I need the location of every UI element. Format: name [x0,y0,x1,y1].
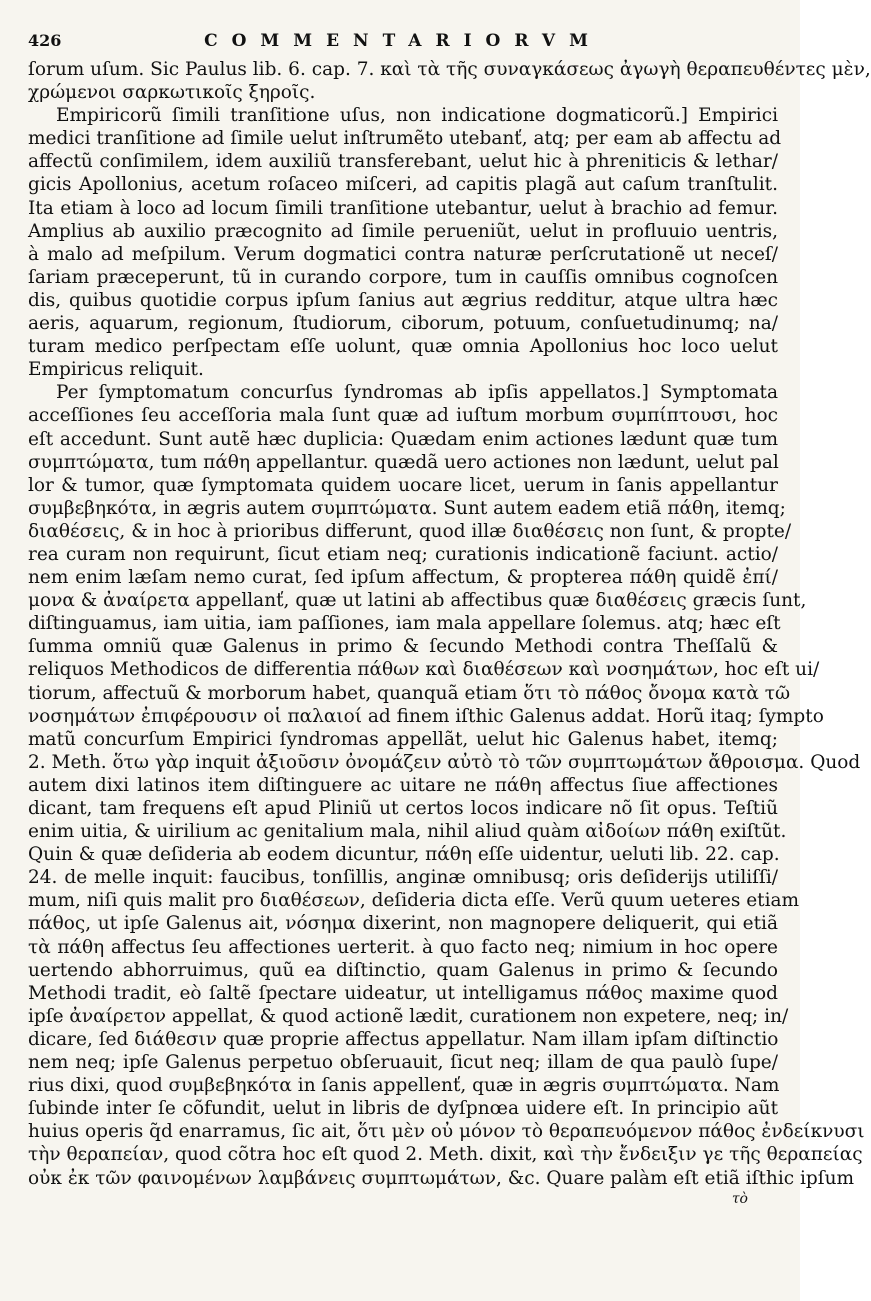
running-head [28,26,778,56]
text-line: συμπτώματα, tum πάθη appellantur. quædã uero actiones non lædunt, uelut pal [28,451,779,473]
running-title: COMMENTARIORVM [204,31,602,51]
text-line: diſtinguamus, iam uitia, iam paſſiones, iam mala appellare ſolemus. atq; hæc eſt [28,613,781,635]
text-line: συμβεβηκότα, in ægris autem συμπτώματα. Sunt autem eadem etiã πάθη, itemq; [28,497,786,519]
text-line: Quin & quæ deſideria ab eodem dicuntur, πάθη eſſe uidentur, ueluti lib. 22. cap. [28,844,780,866]
text-line: lor & tumor, quæ ſymptomata quidem uocare licet, uerum in ſanis appellantur [28,474,778,496]
text-line: medici tranſitione ad ſimile uelut inſtrumẽto utebanť, atq; per eam ab affectu ad [28,128,782,150]
text-line: Ita etiam à loco ad locum ſimili tranſitione utebantur, uelut à brachio ad femur. [28,197,778,219]
text-line: ſorum uſum. Sic Paulus lib. 6. cap. 7. καὶ τὰ τῆς συναγκάσεως ἀγωγὴ θεραπευθέντες μὲν, [28,59,871,80]
text-line: Per ſymptomatum concurſus ſyndromas ab ipſis appellatos.] Symptomata [56,382,778,404]
text-line: uertendo abhorruimus, quũ ea diſtinctio, quam Galenus in primo & ſecundo [28,959,778,981]
text-line: 2. Meth. ὅτω γὰρ inquit ἀξιοῦσιν ὀνομάζειν αὐτὸ τὸ τῶν συμπτωμάτων ἄθροισμα. Quod [28,751,861,773]
text-line: τὰ πάθη affectus ſeu affectiones uerterit. à quo facto neq; nimium in hoc opere [28,936,778,958]
text-line: mum, niſi quis malit pro διαθέσεων, deſideria dicta eſſe. Verũ quum ueteres etiam [28,890,800,912]
text-line: tiorum, affectuũ & morborum habet, quanquã etiam ὅτι τὸ πάθος ὄνομα κατὰ τῶ [28,682,791,704]
text-line: ſubinde inter ſe cõfundit, uelut in libris de dyſpnœa uidere eſt. In principio aũt [28,1098,778,1120]
text-line: Empiricus reliquit. [28,359,204,381]
text-block [28,58,871,1190]
text-line: reliquos Methodicos de differentia πάθων καὶ διαθέσεων καὶ νοσημάτων, hoc eſt ui/ [28,659,820,681]
text-line: διαθέσεις, & in hoc à prioribus differunt, quod illæ διαθέσεις non ſunt, & propte/ [28,520,792,542]
text-line: aeris, aquarum, regionum, ſtudiorum, ciborum, potuum, conſuetudinumq; na/ [28,313,778,335]
text-line: nem enim læſam nemo curat, ſed ipſum affectum, & propterea πάθη quidẽ ἐπί/ [28,567,778,589]
text-line: Amplius ab auxilio præcognito ad ſimile perueniũt, uelut in profluuio uentris, [28,220,778,242]
text-line: dis, quibus quotidie corpus ipſum ſanius aut ægrius redditur, atque ultra hæc [28,289,778,311]
text-line: rius dixi, quod συμβεβηκότα in ſanis appellenť, quæ in ægris συμπτώματα. Nam [28,1075,780,1097]
text-line: nem neq; ipſe Galenus perpetuo obſeruauit, ſicut neq; illam de qua paulò ſupe/ [28,1052,778,1074]
text-line: affectũ conſimilem, idem auxiliũ transferebant, uelut hic à phreniticis & lethar/ [28,151,778,173]
page-number: 426 [28,31,62,50]
text-line: à malo ad meſpilum. Verum dogmatici contra naturæ perſcrutationẽ ut neceſ/ [28,243,778,265]
text-line: πάθος, ut ipſe Galenus ait, νόσημα dixerint, non magnopere deliquerit, qui etiã [28,913,778,935]
text-line: ſumma omniũ quæ Galenus in primo & ſecundo Methodi contra Theſſalũ & [28,636,778,658]
catchword: τὸ [731,1190,748,1207]
text-line: χρώμενοι σαρκωτικοῖς ξηροῖς. [28,82,316,104]
text-line: gicis Apollonius, acetum roſaceo miſceri, ad capitis plagã aut caſum tranſtulit. [28,174,778,196]
text-line: ipſe ἀναίρετον appellat, & quod actionẽ lædit, curationem non expetere, neq; in/ [28,1005,789,1027]
text-line: dicant, tam frequens eſt apud Pliniũ ut certos locos indicare nõ ſit opus. Teſtiũ [28,798,778,819]
text-line: ſariam præceperunt, tũ in curando corpore, tum in cauſſis omnibus cognoſcen [28,266,778,288]
text-line: τὴν θεραπείαν, quod cõtra hoc eſt quod 2. Meth. dixit, καὶ τὴν ἔνδειξιν γε τῆς θεραπείας [28,1144,863,1166]
text-line: dicare, ſed διάθεσιν quæ proprie affectus appellatur. Nam illam ipſam diſtinctio [28,1028,779,1050]
text-line: rea curam non requirunt, ſicut etiam neq; curationis indicationẽ faciunt. actio/ [28,543,778,565]
text-line: οὐκ ἐκ τῶν φαινομένων λαμβάνεις συμπτωμάτων, &c. Quare palàm eſt etiã iſthic ipſum [28,1167,855,1189]
text-line: turam medico perſpectam eſſe uolunt, quæ omnia Apollonius hoc loco uelut [28,336,778,358]
text-line: enim uitia, & uirilium ac genitalium mala, nihil aliud quàm αἰδοίων πάθη exiſtũt. [28,821,787,843]
text-line: acceſſiones ſeu acceſſoria mala ſunt quæ ad iuſtum morbum συμπίπτουσι, hoc [28,405,778,427]
text-line: 24. de melle inquit: faucibus, tonſillis, anginæ omnibusq; oris deſiderijs utiliſſi/ [28,867,778,889]
text-line: autem dixi latinos item diſtinguere ac uitare ne πάθη affectus ſiue affectiones [28,774,778,796]
text-line: eſt accedunt. Sunt autẽ hæc duplicia: Quædam enim actiones lædunt quæ tum [28,428,778,450]
text-line: νοσημάτων ἐπιφέρουσιν οἱ παλαιοί ad finem iſthic Galenus addat. Horũ itaq; ſympto [28,705,824,727]
text-line: Methodi tradit, eò ſaltẽ ſpectare uideatur, ut intelligamus πάθος maxime quod [28,982,778,1004]
text-line: μονα & ἀναίρετα appellanť, quæ ut latini ab affectibus quæ διαθέσεις græcis ſunt, [28,590,807,612]
text-line: huius operis q̃d enarramus, ſic ait, ὅτι μὲν οὐ μόνον τὸ θεραπευόμενον πάθος ἐνδείκνυσι [28,1121,865,1143]
text-line: Empiricorũ ſimili tranſitione uſus, non indicatione dogmaticorũ.] Empirici [56,105,778,127]
text-line: matũ concurſum Empirici ſyndromas appellãt, uelut hic Galenus habet, itemq; [28,728,778,750]
